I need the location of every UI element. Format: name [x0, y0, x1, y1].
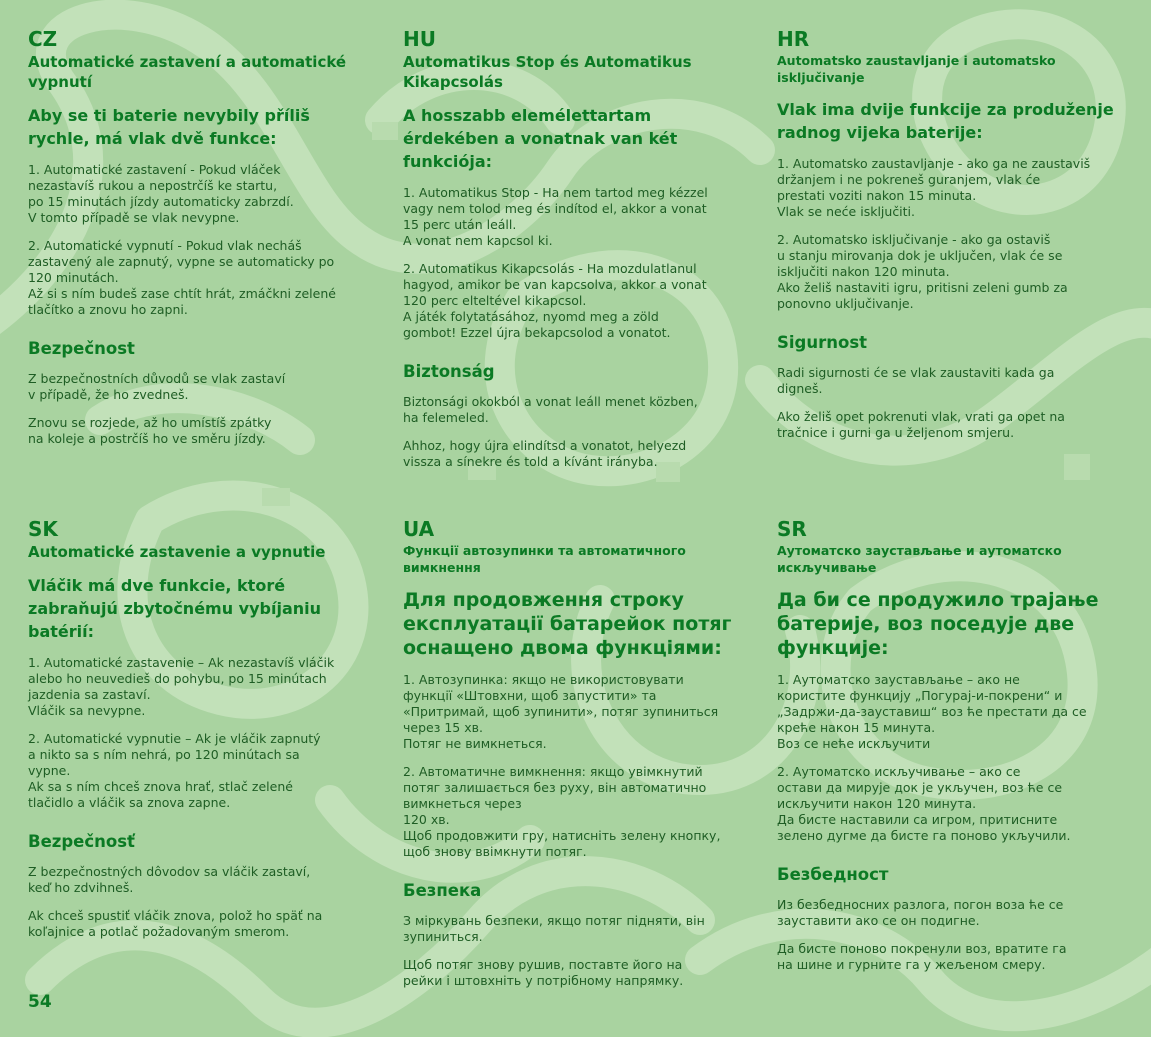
- paragraph: Да бисте поново покренули воз, вратите га на шине и гурните га у жељеном смеру.: [777, 941, 1067, 972]
- paragraph: З міркувань безпеки, якщо потяг підняти, він зупиниться.: [403, 913, 705, 944]
- language-code: UA: [403, 517, 435, 541]
- paragraph: 1. Автозупинка: якщо не використовувати функції «Штовхни, щоб запустити» та «Притримай, щоб зупинити», потяг зупиниться через 15 хв. Потяг не вимкнеться.: [403, 672, 719, 751]
- safety-heading: Безпека: [403, 881, 482, 900]
- section-lead: Для продовження строку експлуатації батарейок потяг оснащено двома функціями:: [403, 589, 732, 659]
- paragraph: 1. Automatsko zaustavljanje - ako ga ne zaustaviš držanjem i ne pokreneš guranjem, vlak će prestati voziti nakon 15 minuta. Vlak se neće isključiti.: [777, 156, 1091, 219]
- section-lead: Vláčik má dve funkcie, ktoré zabraňujú zbytočnému vybíjaniu batérií:: [28, 576, 322, 641]
- section-lead: Да би се продужило трајање батерије, воз поседује две функције:: [777, 589, 1099, 659]
- section-lead: Aby se ti baterie nevybily příliš rychle, má vlak dvě funkce:: [28, 106, 310, 148]
- paragraph: Z bezpečnostných dôvodov sa vláčik zastaví, keď ho zdvihneš.: [28, 864, 311, 895]
- page-number: 54: [28, 992, 52, 1012]
- paragraph: Z bezpečnostních důvodů se vlak zastaví v případě, že ho zvedneš.: [28, 371, 286, 402]
- section-title: Automatické zastavenie a vypnutie: [28, 543, 326, 561]
- section-sk: [28, 518, 368, 940]
- safety-heading: Sigurnost: [777, 333, 868, 352]
- paragraph: Ako želiš opet pokrenuti vlak, vrati ga opet na tračnice i gurni ga u željenom smjeru.: [777, 409, 1065, 440]
- section-title: Automatikus Stop és Automatikus Kikapcsolás: [403, 53, 692, 91]
- paragraph: 2. Automatsko isključivanje - ako ga ostaviš u stanju mirovanja dok je uključen, vlak će se isključiti nakon 120 minuta. Ako želiš nastaviti igru, pritisni zeleni gumb za ponovno uključivanje.: [777, 232, 1068, 311]
- paragraph: Znovu se rozjede, až ho umístíš zpátky na koleje a postrčíš ho ve směru jízdy.: [28, 415, 272, 446]
- section-cz: [28, 28, 368, 447]
- paragraph: 2. Automatické vypnutí - Pokud vlak necháš zastavený ale zapnutý, vypne se automaticky po 120 minutách. Až si s ním budeš zase chtít hrát, zmáčkni zelené tlačítko a znovu ho zapni.: [28, 238, 336, 317]
- section-sr: [777, 518, 1122, 973]
- safety-heading: Безбедност: [777, 865, 889, 884]
- paragraph: 2. Автоматичне вимкнення: якщо увімкнутий потяг залишається без руху, він автоматично вимкнеться через 120 хв. Щоб продовжити гру, натисніть зелену кнопку, щоб знову ввімкнути потяг.: [403, 764, 721, 859]
- paragraph: 2. Аутоматско искључивање – ако се остави да мирује док је укључен, воз ће се искључити након 120 минута. Да бисте наставили са игром, притисните зелено дугме да бисте га поново укључили.: [777, 764, 1071, 843]
- section-title: Automatické zastavení a automatické vypnutí: [28, 53, 347, 91]
- safety-heading: Biztonság: [403, 362, 495, 381]
- language-code: SR: [777, 517, 807, 541]
- language-code: HU: [403, 27, 436, 51]
- section-ua: [403, 518, 743, 989]
- paragraph: Biztonsági okokból a vonat leáll menet közben, ha felemeled.: [403, 394, 698, 425]
- section-title: Функції автозупинки та автоматичного вимкнення: [403, 543, 686, 575]
- section-hr: [777, 28, 1122, 441]
- section-lead: Vlak ima dvije funkcije za produženje radnog vijeka baterije:: [777, 100, 1114, 142]
- paragraph: Ahhoz, hogy újra elindítsd a vonatot, helyezd vissza a sínekre és told a kívánt irányba.: [403, 438, 687, 469]
- section-hu: [403, 28, 733, 470]
- paragraph: Ak chceš spustiť vláčik znova, polož ho späť na koľajnice a potlač požadovaným smerom.: [28, 908, 323, 939]
- paragraph: 2. Automatické vypnutie – Ak je vláčik zapnutý a nikto sa s ním nehrá, po 120 minútach sa vypne. Ak sa s ním chceš znova hrať, stlač zelené tlačidlo a vláčik sa znova zapne.: [28, 731, 321, 810]
- section-title: Automatsko zaustavljanje i automatsko isključivanje: [777, 53, 1056, 85]
- paragraph: 1. Automatické zastavenie – Ak nezastavíš vláčik alebo ho neuvedieš do pohybu, po 15 minútach jazdenia sa zastaví. Vláčik sa nevypne.: [28, 655, 335, 718]
- paragraph: 1. Automatikus Stop - Ha nem tartod meg kézzel vagy nem tolod meg és indítod el, akkor a vonat 15 perc után leáll. A vonat nem kapcsol ki.: [403, 185, 708, 248]
- paragraph: 1. Аутоматско заустављање – ако не користите функцију „Погурај-и-покрени“ и „Задржи-да-зауставиш“ воз ће престати да се креће након 15 минута. Воз се неће искључити: [777, 672, 1087, 751]
- paragraph: 1. Automatické zastavení - Pokud vláček nezastavíš rukou a nepostrčíš ke startu, po 15 minutách jízdy automaticky zabrzdí. V tomto případě se vlak nevypne.: [28, 162, 294, 225]
- paragraph: Щоб потяг знову рушив, поставте його на рейки і штовхніть у потрібному напрямку.: [403, 957, 684, 988]
- language-code: HR: [777, 27, 810, 51]
- paragraph: 2. Automatikus Kikapcsolás - Ha mozdulatlanul hagyod, amikor be van kapcsolva, akkor a vonat 120 perc elteltével kikapcsol. A játék folytatásához, nyomd meg a zöld gombot! Ezzel újra bekapcsolod a vonatot.: [403, 261, 707, 340]
- safety-heading: Bezpečnost: [28, 339, 135, 358]
- section-title: Аутоматско заустављање и аутоматско искључивање: [777, 543, 1062, 575]
- language-code: SK: [28, 517, 58, 541]
- section-lead: A hosszabb elemélettartam érdekében a vonatnak van két funkciója:: [403, 106, 678, 171]
- paragraph: Radi sigurnosti će se vlak zaustaviti kada ga digneš.: [777, 365, 1055, 396]
- language-code: CZ: [28, 27, 58, 51]
- paragraph: Из безбедносних разлога, погон воза ће се зауставити ако се он подигне.: [777, 897, 1064, 928]
- safety-heading: Bezpečnosť: [28, 832, 135, 851]
